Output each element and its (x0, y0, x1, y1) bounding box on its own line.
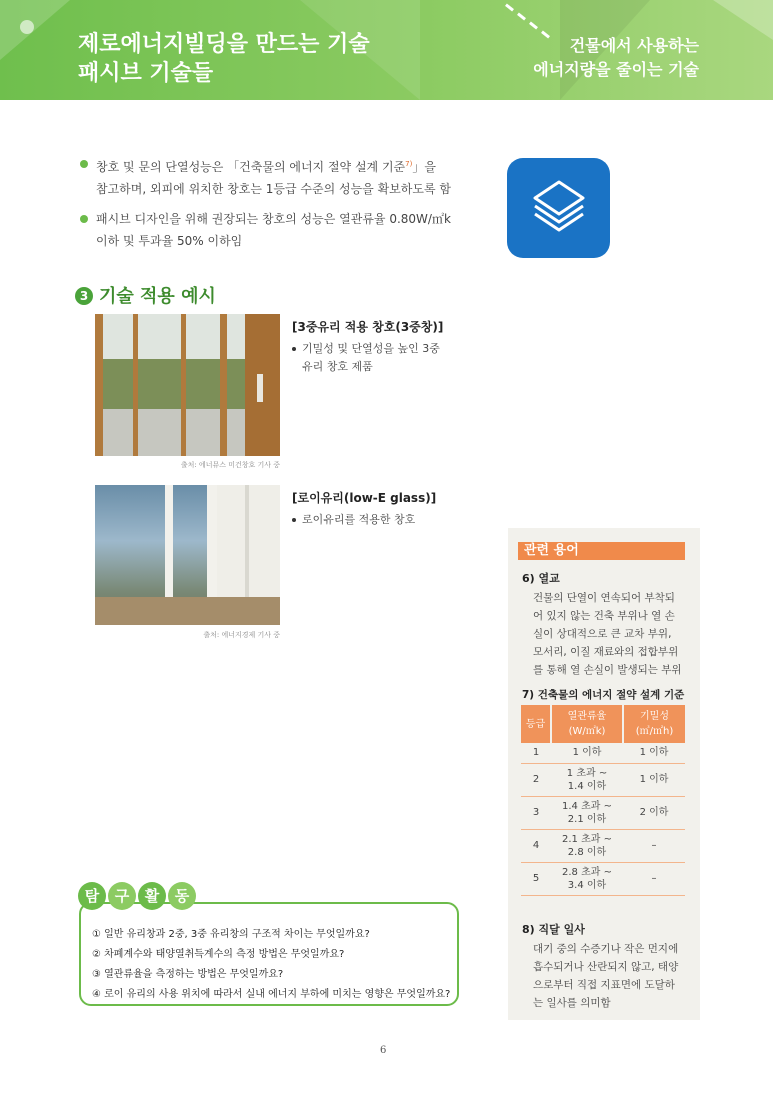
section-heading: 3 기술 적용 예시 (75, 282, 216, 308)
bullet-dot-icon (80, 215, 88, 223)
table-row: 4 2.1 초과 ~ 2.8 이하 – (521, 829, 685, 862)
bullet-dot-icon (80, 160, 88, 168)
low-e-glass-photo (95, 485, 280, 625)
term-definition: 건물의 단열이 연속되어 부착되 어 있지 않는 건축 부위나 열 손 실이 상대적으로 큰 교차 부위, 모서리, 이질 재료와의 접합부위 를 통해 열 손실이 발생되는 부위 (533, 592, 682, 676)
term-definition: 대기 중의 수증기나 작은 먼지에 흡수되거나 산란되지 않고, 태양 으로부터 직접 지표면에 도달하 는 일사를 의미함 (533, 943, 679, 1009)
explore-activity-heading: 탐 구 활 동 (78, 882, 198, 912)
energy-standard-table (521, 705, 685, 896)
term-title: 8) 직달 일사 (522, 923, 585, 936)
table-row: 5 2.8 초과 ~ 3.4 이하 – (521, 862, 685, 895)
table-header: 등급 (521, 705, 551, 743)
chapter-subtitle: 건물에서 사용하는 에너지량을 줄이는 기술 (533, 36, 699, 79)
intro-bullets (80, 153, 490, 260)
term-title: 6) 열교 (522, 572, 560, 585)
photo-credit: 출처: 에너지경제 기사 중 (203, 631, 280, 639)
layers-icon (507, 158, 610, 258)
table-row: 1 1 이하 1 이하 (521, 743, 685, 763)
intro-bullet: 창호 및 문의 단열성능은 「건축물의 에너지 절약 설계 기준$^{7)}$」을 참고하며, 외피에 위치한 창호는 1등급 수준의 성능을 확보하도록 함 (80, 153, 490, 200)
intro-bullet: 패시브 디자인을 위해 권장되는 창호의 성능은 열관류율 0.80W/㎡k 이하 및 투과율 50% 이하임 (80, 208, 490, 252)
photo-credit: 출처: 에너뮤스 미건창호 기사 중 (180, 461, 280, 469)
glossary-title: 관련 용어 (518, 542, 685, 560)
table-header: 기밀성 (㎥/㎡h) (623, 705, 685, 743)
decorative-circle (20, 20, 34, 34)
table-row: 2 1 초과 ~ 1.4 이하 1 이하 (521, 763, 685, 796)
page-number: 6 (380, 1045, 387, 1056)
table-row: 3 1.4 초과 ~ 2.1 이하 2 이하 (521, 796, 685, 829)
example-title: [3중유리 적용 창호(3중창)] (292, 320, 444, 334)
explore-question: ③ 열관류율을 측정하는 방법은 무엇일까요? (92, 969, 284, 980)
page-header (0, 0, 773, 100)
chapter-title: 제로에너지빌딩을 만드는 기술 패시브 기술들 (78, 32, 370, 86)
example-description: 로이유리를 적용한 창호 (292, 511, 415, 529)
table-header: 열관류율 (W/㎡k) (551, 705, 623, 743)
explore-question: ① 일반 유리창과 2중, 3중 유리창의 구조적 차이는 무엇일까요? (92, 929, 370, 940)
section-number: 3 (75, 287, 93, 305)
triple-glazing-photo (95, 314, 280, 456)
explore-question: ② 차폐계수와 태양열취득계수의 측정 방법은 무엇일까요? (92, 949, 345, 960)
explore-question: ④ 로이 유리의 사용 위치에 따라서 실내 에너지 부하에 미치는 영향은 무엇일까요? (92, 989, 451, 1000)
example-description: 기밀성 및 단열성을 높인 3중 유리 창호 제품 (292, 340, 440, 376)
term-title: 7) 건축물의 에너지 절약 설계 기준 (522, 689, 685, 701)
example-title: [로이유리(low-E glass)] (292, 491, 437, 505)
